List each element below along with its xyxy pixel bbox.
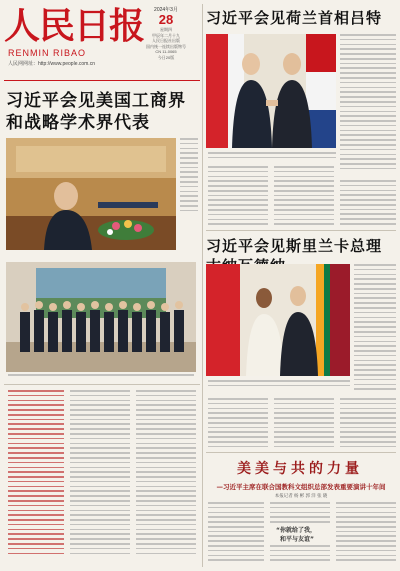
main-headline-line1: 习近平会见美国工商界: [6, 91, 186, 111]
page-count: 今日20版: [157, 54, 175, 60]
cn-label: 国内统一连续出版物号: [146, 43, 186, 49]
right-bottom-body-col-2b: [270, 545, 330, 564]
publisher: 人民日报社出版: [152, 38, 180, 43]
pull-quote-line2: 和平与友谊”: [280, 536, 314, 543]
pull-quote-line1: “你就给了我，: [276, 527, 316, 534]
right-middle-body-col: [354, 264, 396, 393]
right-bottom-body-col-2: [270, 502, 330, 526]
cn-number: CN 11-0065: [155, 49, 177, 54]
column-divider: [202, 4, 203, 567]
right-top-headline[interactable]: 习近平会见荷兰首相吕特: [206, 9, 383, 27]
right-top-body-col-4: [340, 180, 396, 228]
left-section-rule: [4, 384, 200, 385]
netherlands-meeting-photo: [206, 34, 336, 148]
right-bottom-subhead: —习近平主席在联合国教科文组织总部发表重要演讲十年间: [216, 483, 386, 491]
masthead-rule: [4, 80, 200, 81]
vertical-caption: [180, 138, 198, 215]
right-bottom-body-col-1: [208, 502, 264, 564]
group-photo-caption: [8, 374, 194, 379]
masthead: [4, 4, 200, 80]
main-headline-line2: 和战略学术界代表: [6, 113, 150, 133]
right-section-rule-1: [206, 230, 396, 231]
date-box: [132, 6, 200, 76]
right-bottom-body-col-3: [336, 502, 396, 564]
main-body-col-3: [136, 390, 196, 557]
right-middle-body-col-3: [274, 398, 334, 451]
right-middle-headline[interactable]: 习近平会见斯里兰卡总理: [206, 237, 383, 255]
right-top-body-col: [340, 34, 396, 173]
srilanka-meeting-photo: [206, 264, 350, 376]
right-bottom-byline: 本报记者 杨 彬 郭 洋 张 晓: [274, 493, 328, 498]
year-month: 2024年3月: [154, 7, 178, 13]
right-bottom-headline[interactable]: 美美与共的力量: [237, 461, 363, 477]
netherlands-photo-caption: [208, 152, 336, 162]
meeting-photo: [6, 138, 176, 250]
group-photo: [6, 262, 196, 372]
logo-latin: RENMIN RIBAO: [8, 48, 87, 58]
right-middle-body-col-2: [208, 398, 268, 451]
main-body-col-2: [70, 390, 130, 557]
right-top-body-col-2: [208, 166, 268, 228]
weekday: 星期四: [160, 27, 172, 32]
srilanka-photo-caption: [208, 380, 350, 390]
lunar-date: 甲辰年二月十九: [152, 32, 180, 38]
newspaper-logo: 人民日报: [4, 5, 145, 47]
day-number: 28: [158, 12, 174, 27]
right-top-body-col-3: [274, 166, 334, 228]
main-body-col-1: [8, 390, 64, 557]
right-middle-body-col-4: [340, 398, 396, 451]
right-section-rule-2: [206, 452, 396, 453]
main-headline[interactable]: [6, 90, 196, 134]
website-url[interactable]: 人民网网址：http://www.people.com.cn: [8, 61, 95, 67]
